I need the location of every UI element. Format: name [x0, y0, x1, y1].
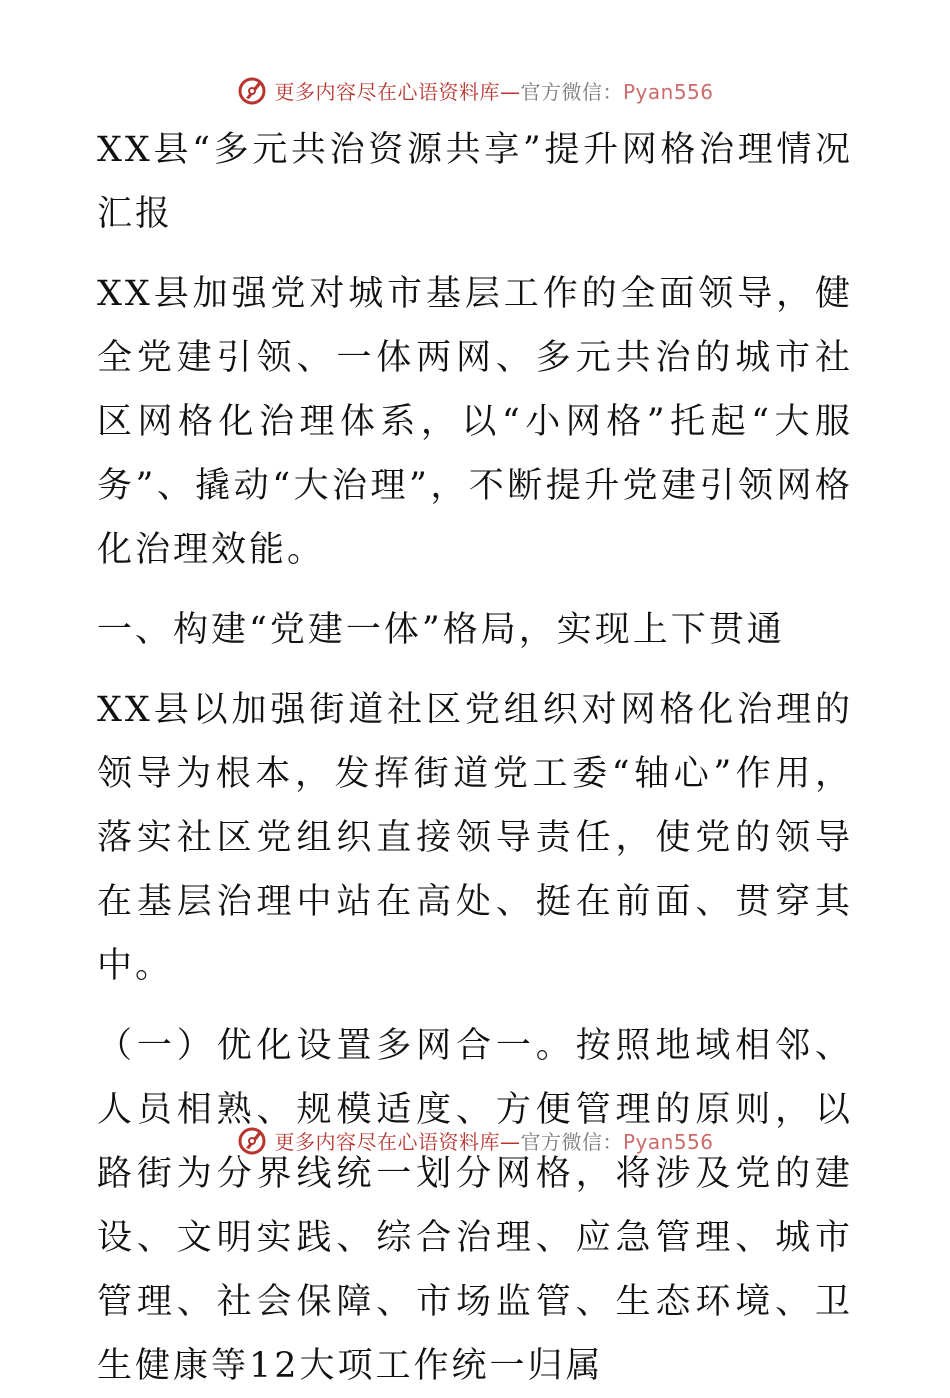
paragraph-section-1: XX县以加强街道社区党组织对网格化治理的领导为根本，发挥街道党工委“轴心”作用，落实社区党组织直接领导责任，使党的领导在基层治理中站在高处、挺在前面、贯穿其中。: [97, 690, 853, 986]
document-body: [0, 118, 950, 1398]
paragraph-intro: XX县加强党对城市基层工作的全面领导，健全党建引领、一体两网、多元共治的城市社区网格化治理体系，以“小网格”托起“大服务”、撬动“大治理”，不断提升党建引领网格化治理效能。: [97, 274, 853, 570]
watermark-text: [274, 1126, 713, 1155]
watermark-official-label: 官方微信：: [520, 1129, 623, 1154]
watermark-banner-bottom: [0, 1120, 950, 1160]
watermark-official-label: 官方微信：: [520, 79, 623, 104]
section-heading-1: 一、构建“党建一体”格局，实现上下贯通: [97, 610, 785, 650]
paragraph-subsection-1: （一）优化设置多网合一。按照地域相邻、人员相熟、规模适度、方便管理的原则，以路街为分界线统一划分网格，将涉及党的建设、文明实践、综合治理、应急管理、城市管理、社会保障、市场监管、生态环境、卫生健康等12大项工作统一归属: [97, 1026, 853, 1386]
watermark-text: [274, 76, 713, 105]
watermark-wechat-id: Pyan556: [622, 79, 714, 104]
quill-circle-logo-icon: [236, 1124, 268, 1156]
document-title: XX县“多元共治资源共享”提升网格治理情况汇报: [97, 130, 853, 234]
watermark-dash: —: [499, 79, 521, 104]
watermark-banner-top: [0, 70, 950, 110]
watermark-dash: —: [499, 1129, 521, 1154]
watermark-main-text: 更多内容尽在心语资料库: [274, 79, 500, 104]
watermark-main-text: 更多内容尽在心语资料库: [274, 1129, 500, 1154]
quill-circle-logo-icon: [236, 74, 268, 106]
watermark-wechat-id: Pyan556: [622, 1129, 714, 1154]
